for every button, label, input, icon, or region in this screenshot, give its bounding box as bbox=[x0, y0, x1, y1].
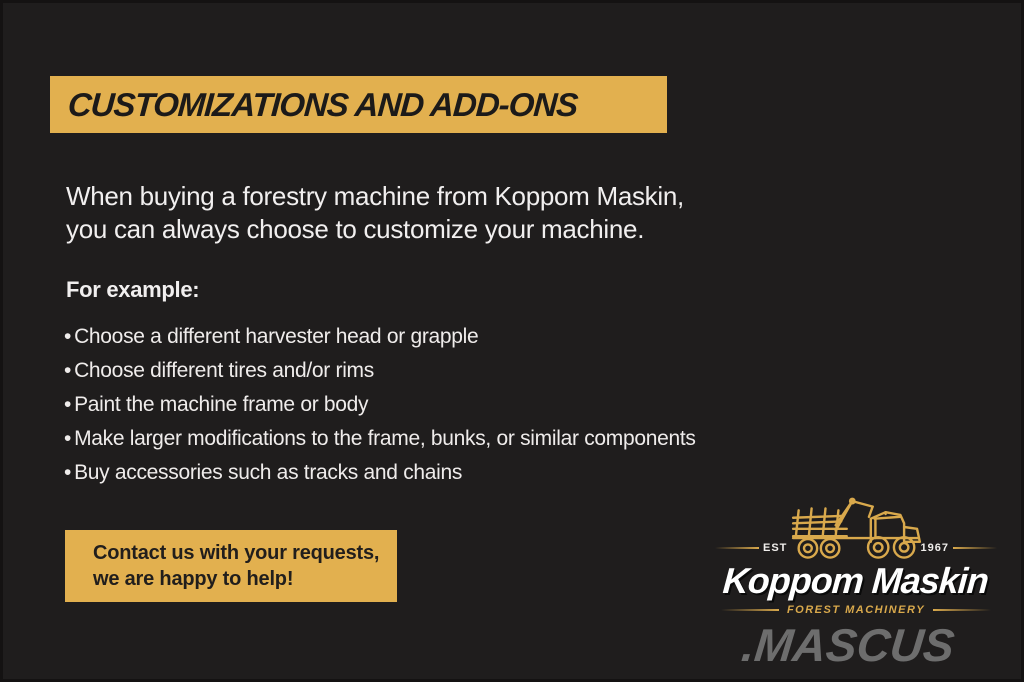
koppom-maskin-logo bbox=[715, 490, 997, 616]
contact-line-1: Contact us with your requests, bbox=[93, 542, 380, 564]
est-label: EST bbox=[763, 542, 788, 554]
logo-machine-row bbox=[715, 490, 997, 564]
logo-tagline: FOREST MACHINERY bbox=[786, 604, 926, 616]
logo-tagline-row bbox=[721, 604, 992, 616]
tagline-line-right bbox=[933, 609, 991, 611]
logo-year bbox=[921, 542, 997, 554]
logo-est bbox=[715, 542, 787, 554]
title-banner bbox=[50, 76, 667, 133]
intro-line-1: When buying a forestry machine from Koppom Maskin, bbox=[66, 181, 684, 211]
mascus-watermark: .MASCUS bbox=[739, 619, 957, 671]
year-line bbox=[953, 547, 997, 549]
list-item: • Choose different tires and/or rims bbox=[64, 354, 696, 388]
intro-line-2: you can always choose to customize your machine. bbox=[66, 214, 645, 244]
intro-paragraph bbox=[66, 180, 684, 246]
list-item: • Buy accessories such as tracks and chains bbox=[64, 456, 696, 490]
list-item: • Choose a different harvester head or grapple bbox=[64, 320, 696, 354]
examples-heading: For example: bbox=[66, 277, 200, 302]
forwarder-machine-icon bbox=[777, 490, 935, 564]
contact-line-2: we are happy to help! bbox=[93, 568, 294, 590]
est-line bbox=[715, 547, 759, 549]
list-item: • Paint the machine frame or body bbox=[64, 388, 696, 422]
logo-name: Koppom Maskin bbox=[722, 560, 990, 601]
contact-box bbox=[65, 530, 397, 602]
examples-list bbox=[64, 320, 696, 490]
page-title: CUSTOMIZATIONS AND ADD-ONS bbox=[66, 85, 579, 123]
est-year: 1967 bbox=[920, 542, 949, 554]
list-item: • Make larger modifications to the frame, bunks, or similar components bbox=[64, 422, 696, 456]
tagline-line-left bbox=[721, 609, 779, 611]
